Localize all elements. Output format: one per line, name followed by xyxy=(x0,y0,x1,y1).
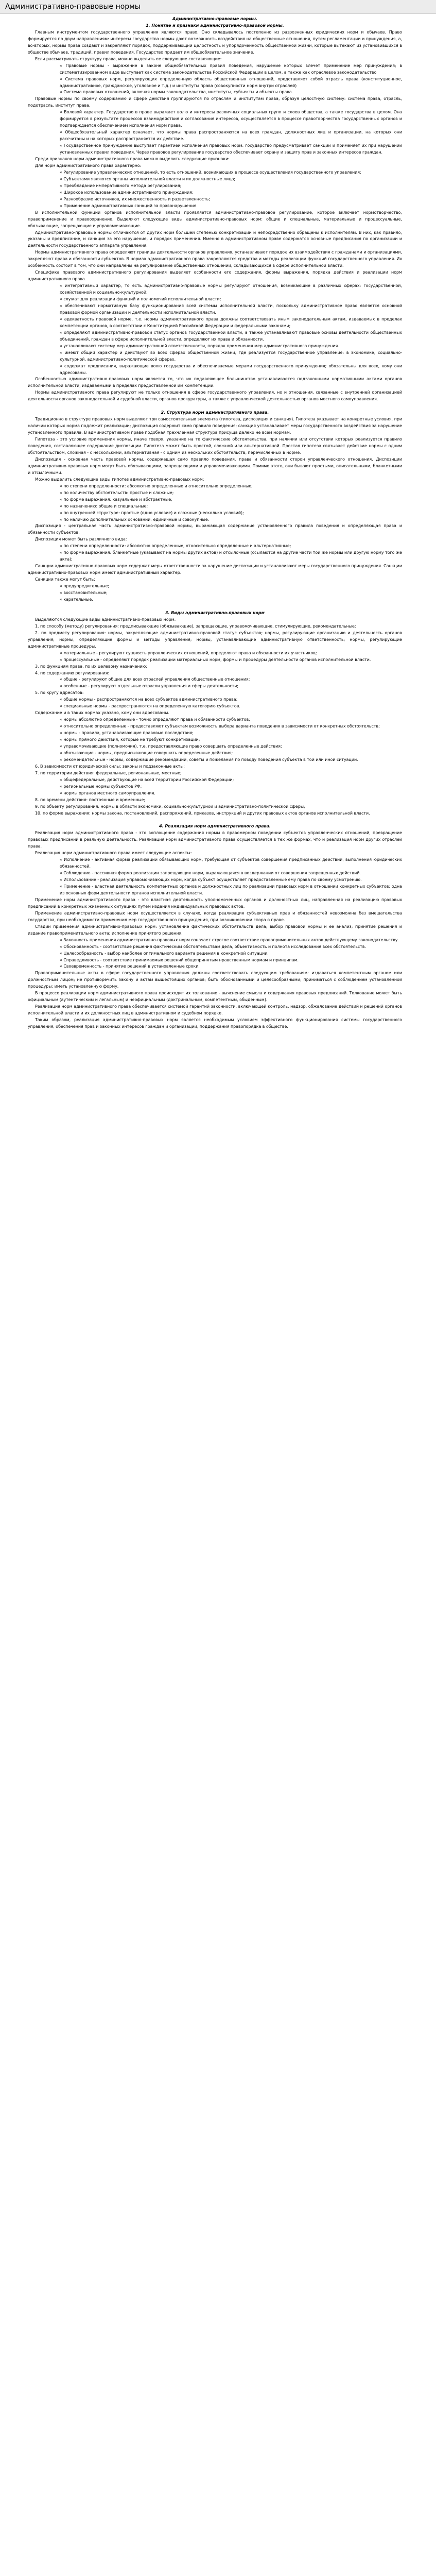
paragraph: « Субъектами являются органы исполнительной власти и их должностные лица; xyxy=(60,176,236,181)
paragraph: « Своевременность - принятие решений в установленные сроки. xyxy=(60,964,200,969)
paragraph: « Волевой характер. Государство в праве выражает волю и интересы различных социальных групп и слоев общества, а также государства в целом. Она формируется в результате процессов взаимодействия и согласования интересов, осуществляется в процессе правотворчества государственных органов и подтверждается обеспечением исполнения норм права. xyxy=(60,110,402,128)
section-heading: 2. Структура норм административного права. xyxy=(161,410,269,415)
section-gap xyxy=(28,603,402,610)
paragraph: 4. по содержанию регулирования: xyxy=(35,670,110,675)
paragraph: « нормы прямого действия, которые не требуют конкретизации; xyxy=(60,737,200,742)
paragraph: « карательные. xyxy=(60,597,93,602)
paragraph: « общие - регулируют общие для всех отраслей управления общественные отношения; xyxy=(60,677,250,682)
paragraph: В процессе реализации норм административного права происходит их толкование - выяснение смысла и содержания правовых предписаний. Толкование может быть официальным (аутентическим и легальным) и неофициальным (доктринальным, компетентным, обыденным). xyxy=(28,991,402,1003)
section-heading: 3. Виды административно-правовых норм xyxy=(165,610,265,615)
paragraph: Содержание и в таких нормах указано, кому они адресованы. xyxy=(35,710,169,716)
paragraph: 9. по объекту регулирования: нормы в области экономики, социально-культурной и административно-политической сферы; xyxy=(35,804,305,809)
paragraph: « восстановительные; xyxy=(60,590,108,596)
paragraph: « рекомендательные - нормы, содержащие рекомендации, советы и пожелания по поводу поведения субъекта в той или иной ситуации. xyxy=(60,757,358,762)
paragraph: Административно-правовые нормы отличаются от других норм большей степенью конкретизации и непосредственно обращены к исполнителям. В них, как правило, указаны и предписание, и санкция за его нарушение, и порядок применения. Именно в административном праве содержатся основные предписания по организации и деятельности государственного аппарата управления. xyxy=(28,230,402,248)
paragraph: « Государственное принуждение выступает гарантией исполнения правовых норм: государство предусматривает санкции и применяет их при нарушении установленных правил поведения. Через правовое регулирование государство обеспечивает охрану и защиту прав и законных интересов граждан. xyxy=(60,143,402,155)
paragraph: « Исполнение - активная форма реализации обязывающих норм, требующая от субъектов совершения предписанных действий, выполнения юридических обязанностей. xyxy=(60,857,402,869)
paragraph: Специфика правового административного регулирования выделяет особенности его содержания, формы выражения, порядка действия и реализации норм административного права. xyxy=(28,270,402,282)
paragraph: Правоприменительные акты в сфере государственного управления должны соответствовать следующим требованиям: издаваться компетентным органом или должностным лицом; не противоречить закону и актам вышестоящих органов; быть обоснованными и целесообразными; приниматься с соблюдением установленной процедуры; иметь установленную форму. xyxy=(28,971,402,989)
paragraph: « Система правовых отношений, включая нормы законодательства, институты, субъекты и объекты права. xyxy=(60,90,293,95)
paragraph: 2. по предмету регулирования: нормы, закрепляющие административно-правовой статус субъектов; нормы, регулирующие организацию и деятельность органов управления; нормы, определяющие формы и методы управления; нормы, устанавливающие административную ответственность; нормы, регулирующие административные процедуры. xyxy=(28,630,402,649)
paragraph: « имеют общий характер и действуют во всех сферах общественной жизни, где реализуется государственное управление: в экономике, социально-культурной, административно-политической сферах. xyxy=(60,350,402,362)
paragraph: Диспозиция может быть различного вида: xyxy=(35,537,127,542)
paragraph: « по форме выражения: бланкетные (указывают на нормы других актов) и отсылочные (ссылаются на другие части той же нормы или другую норму того же акта); xyxy=(60,550,402,562)
paragraph: Правовые нормы по своему содержанию и сфере действия группируются по отраслям и институтам права, образуя целостную систему: система права, отрасль, подотрасль, институт права. xyxy=(28,96,402,108)
paragraph: « Система правовых норм, регулирующих определенную область общественных отношений, представляет собой отрасль права (конституционное, административное, гражданское, уголовное и т.д.) и институты права (совокупности норм внутри отраслей) xyxy=(60,76,402,88)
section-gap xyxy=(28,817,402,823)
paragraph: « общефедеральные, действующие на всей территории Российской Федерации; xyxy=(60,777,234,782)
paragraph: « Целесообразность - выбор наиболее оптимального варианта решения в конкретной ситуации. xyxy=(60,951,269,956)
paragraph: Среди признаков норм административного права можно выделить следующие признаки: xyxy=(35,157,230,162)
paragraph: « Соблюдение - пассивная форма реализации запрещающих норм, выражающаяся в воздержании от совершения запрещенных действий. xyxy=(60,871,361,876)
paragraph: « по форме выражения: казуальные и абстрактные; xyxy=(60,497,172,502)
paragraph: « Разнообразие источников, их множественность и разветвленность; xyxy=(60,196,211,201)
paragraph: « Применение административных санкций за правонарушения. xyxy=(60,203,198,208)
document-heading: Административно-правовые нормы. xyxy=(172,16,258,21)
paragraph: « Широкое использование административного принуждения; xyxy=(60,190,194,195)
paragraph: « содержат предписания, выражающие волю государства и обеспечиваемые мерами государственного принуждения; обязательны для всех, кому они адресованы. xyxy=(60,363,402,375)
paragraph: Реализация норм административного права обеспечивается системой гарантий законности, включающей контроль, надзор, обжалование действий и решений органов исполнительной власти и их должностных лиц в административном и судебном порядке. xyxy=(28,1004,402,1016)
paragraph: « служат для реализации функций и полномочий исполнительной власти; xyxy=(60,297,221,302)
paragraph: « Применение - властная деятельность компетентных органов и должностных лиц по реализации правовых норм в отношении конкретных субъектов; одна из основных форм деятельности органов исполнительной власти. xyxy=(60,884,402,895)
paragraph: « определяют административно-правовой статус органов государственной власти, а также устанавливают правовые основы деятельности общественных объединений, граждан в сфере исполнительной власти, определяют их права и обязанности. xyxy=(60,330,402,342)
page-title: Административно-правовые нормы xyxy=(0,0,436,14)
paragraph: Санкции также могут быть: xyxy=(35,577,95,582)
paragraph: « по наличию дополнительных оснований: единичные и совокупные. xyxy=(60,517,210,522)
paragraph: 3. по функциям права, по их целевому назначению; xyxy=(35,664,147,669)
paragraph: 10. по форме выражения: нормы закона, постановлений, распоряжений, приказов, инструкций и других правовых актов органов исполнительной власти. xyxy=(35,810,370,816)
paragraph: Можно выделить следующие виды гипотез административно-правовых норм: xyxy=(35,477,204,482)
paragraph: « общие нормы - распространяются на всех субъектов административного права; xyxy=(60,697,238,702)
paragraph: Реализация норм административного права - это воплощение содержания нормы в правомерном поведении субъектов управленческих отношений, превращение правовых предписаний в реальную деятельность. Реализация норм административного права осуществляется в тех же формах, что и реализация норм других отраслей права. xyxy=(28,831,402,849)
paragraph: Стадии применения административно-правовых норм: установление фактических обстоятельств дела; выбор правовой нормы и ее анализ; принятие решения и издание правоприменительного акта; исполнение принятого решения. xyxy=(28,924,402,936)
paragraph: « материальные - регулируют сущность управленческих отношений, определяют права и обязанности их участников; xyxy=(60,650,317,655)
paragraph: « нормы - правила, устанавливающие правовые последствия; xyxy=(60,731,194,736)
paragraph: « нормы абсолютно определенные - точно определяют права и обязанности субъектов; xyxy=(60,717,250,722)
paragraph: Традиционно в структуре правовых норм выделяют три самостоятельных элемента (гипотеза, диспозиция и санкция). Гипотеза указывает на конкретные условия, при наличии которых норма подлежит реализации; диспозиция содержит само правило поведения; санкция устанавливает меры государственного воздействия за нарушение установленного правила. В административном праве подобная трехчленная структура присуща далеко не всем нормам. xyxy=(28,417,402,435)
section-heading: 4. Реализация норм административного права. xyxy=(159,824,271,829)
paragraph: « управомочивающие (полномочия), т.е. предоставляющие право совершать определенные действия; xyxy=(60,743,282,749)
paragraph: « Обоснованность - соответствие решения фактическим обстоятельствам дела, объективность и полнота исследования всех обстоятельств. xyxy=(60,944,367,949)
paragraph: « по степени определенности: абсолютно определенные, относительно определенные и альтернативные; xyxy=(60,544,291,549)
paragraph: « адекватность правовой норме, т.е. нормы административного права должны соответствовать иным законодательным актам, издаваемых в пределах компетенции органов, в соответствии с Конституцией Российской Федерации и федеральными законами; xyxy=(60,316,402,328)
paragraph: « Регулирование управленческих отношений, то есть отношений, возникающих в процессе осуществления государственного управления; xyxy=(60,170,361,175)
paragraph: « по внутренней структуре: простые (одно условие) и сложные (несколько условий); xyxy=(60,510,244,515)
paragraph: 5. по кругу адресатов: xyxy=(35,690,84,696)
paragraph: « обязывающие - нормы, предписывающие совершать определенные действия; xyxy=(60,750,233,755)
paragraph: Если рассматривать структуру права, можно выделить ее следующие составляющие: xyxy=(35,56,222,61)
paragraph: Санкции административно-правовых норм содержат меры ответственности за нарушение диспозиции и устанавливают меры государственного принуждения. Санкции административно-правовых норм имеют административный характер. xyxy=(28,564,402,575)
paragraph: « по назначению: общие и специальные; xyxy=(60,503,148,509)
paragraph: « обеспечивают нормативную базу функционирования всей системы исполнительной власти, поскольку административное право является основной правовой формой организации и деятельности исполнительной власти. xyxy=(60,303,402,315)
paragraph: « устанавливают систему мер административной ответственности, порядок применения мер административного принуждения. xyxy=(60,343,339,348)
document-body xyxy=(28,16,402,1030)
paragraph: « Общеобязательный характер означает, что нормы права распространяются на всех граждан, должностных лиц и организации, на которых они рассчитаны и на которых распространяется их действие. xyxy=(60,130,402,142)
paragraph: « интегративный характер, то есть административно-правовые нормы регулируют отношения, возникающие в различных сферах: государственной, хозяйственной и социально-культурной; xyxy=(60,283,402,295)
paragraph: 6. В зависимости от юридической силы: законы и подзаконные акты; xyxy=(35,764,185,769)
paragraph: Реализация норм административного права имеет следующие аспекты: xyxy=(35,851,192,856)
paragraph: 8. по времени действия: постоянные и временные; xyxy=(35,797,146,802)
paragraph: Нормы административного права определяют границы деятельности органов управления, устанавливают порядок их взаимодействия с гражданами и организациями, закрепляют права и обязанности субъектов. В нормах административного права закрепляются средства и методы реализации функций государственного управления. Их особенность состоит в том, что они направлены на регулирование общественных отношений, складывающихся в сфере исполнительной власти. xyxy=(28,250,402,268)
paragraph: « относительно определенные - предоставляют субъектам возможность выбора варианта поведения в зависимости от конкретных обстоятельств; xyxy=(60,724,380,729)
paragraph: « по степени определенности: абсолютно определенные и относительно определенные; xyxy=(60,483,253,488)
paragraph: « Использование - реализация управомочивающих норм, когда субъект осуществляет предоставленные ему права по своему усмотрению. xyxy=(60,877,362,883)
paragraph: Главным инструментом государственного управления являются право. Оно складывалось постепенно из разрозненных юридических норм и обычаев. Право формируется по двум направлениям: интересы государства нормы дают возможность воздействия на общественные отношения, путем регламентации и принуждения, а, во-вторых, нормы права создают и закрепляют порядок, поддерживающий целостность и упорядоченность общественной жизни, которые вытекают из установившихся в обществе обычаев, традиций, правил поведения. Государство придает им общеобязательное значение. xyxy=(28,29,402,55)
paragraph: « Справедливость - соответствие принимаемых решений общепринятым нравственным нормам и принципам. xyxy=(60,957,299,962)
paragraph: Диспозиция - основная часть правовой нормы, содержащая само правило поведения, права и обязанности сторон управленческого отношения. Диспозиции административно-правовых норм могут быть обязывающими, запрещающими и управомочивающими. Помимо этого, они бывают простыми, описательными, бланкетными и отсылочными. xyxy=(28,456,402,475)
paragraph: « особенные - регулируют отдельные отрасли управления и сферы деятельности; xyxy=(60,684,239,689)
paragraph: Особенностью административно-правовых норм является то, что их подавляющее большинство устанавливается подзаконными нормативными актами органов исполнительной власти, издаваемыми в пределах предоставленной им компетенции. xyxy=(28,377,402,388)
section-heading: 1. Понятие и признаки административно-правовой нормы. xyxy=(146,23,284,28)
paragraph: « нормы органов местного самоуправления. xyxy=(60,790,155,795)
paragraph: « предупредительные; xyxy=(60,584,110,589)
paragraph: Нормы административного права регулируют не только отношения в сфере государственного управления, но и отношения, связанные с внутренней организацией деятельности органов законодательной и судебной власти, органов прокуратуры, а также с управленческой деятельностью органов местного самоуправления. xyxy=(28,390,402,402)
paragraph: « Преобладание императивного метода регулирования; xyxy=(60,183,182,188)
paragraph: В исполнительной функции органов исполнительной власти проявляется административно-правовое регулирование, которое включает нормотворчество, правоприменение и правоохранение. Выделяют следующие виды административно-правовых норм: общие и специальные, материальные и процессуальные, обязывающие, запрещающие и управомочивающие. xyxy=(28,210,402,228)
paragraph: Диспозиция - центральная часть административно-правовой нормы, выражающая содержание установленного правила поведения и определяющая права и обязанности субъектов. xyxy=(28,523,402,535)
paragraph: « специальные нормы - распространяются на определенную категорию субъектов. xyxy=(60,704,240,709)
paragraph: Таким образом, реализация административно-правовых норм является необходимым условием эффективного функционирования системы государственного управления, обеспечения прав и законных интересов граждан и организаций, поддержания правопорядка в обществе. xyxy=(28,1018,402,1029)
paragraph: « по количеству обстоятельств: простые и сложные; xyxy=(60,490,174,495)
paragraph: « Законность применения административно-правовых норм означает строгое соответствие правоприменительных актов действующему законодательству. xyxy=(60,937,399,942)
paragraph: Гипотеза - это условие применения нормы, иначе говоря, указание на те фактические обстоятельства, при наличии или отсутствии которых реализуется правило поведения, составляющее содержание диспозиции. Гипотеза может быть простой, сложной или альтернативной. Простая гипотеза связывает действие нормы с одним обстоятельством, сложная - с несколькими, альтернативная - с одним из нескольких обстоятельств, перечисленных в норме. xyxy=(28,437,402,455)
section-gap xyxy=(28,403,402,410)
paragraph: 7. по территории действия: федеральные, региональные, местные; xyxy=(35,770,182,775)
paragraph: « региональные нормы субъектов РФ; xyxy=(60,784,142,789)
paragraph: « процессуальные - определяют порядок реализации материальных норм, формы и процедуры деятельности органов исполнительной власти. xyxy=(60,657,371,662)
paragraph: Применение норм административного права - это властная деятельность уполномоченных органов и должностных лиц, направленная на реализацию правовых предписаний в конкретных жизненных ситуациях путем издания индивидуальных правовых актов. xyxy=(28,897,402,909)
paragraph: Выделяются следующие виды административно-правовых норм: xyxy=(35,617,176,622)
paragraph: 1. по способу (методу) регулирования: предписывающие (обязывающие), запрещающие, управомочивающие, стимулирующие, рекомендательные; xyxy=(35,623,356,629)
paragraph: Для норм административного права характерно: xyxy=(35,163,142,168)
paragraph: Применение административно-правовых норм осуществляется в случаях, когда реализация субъективных прав и обязанностей невозможна без вмешательства государства, при необходимости применения мер государственного принуждения, при возникновении спора о праве. xyxy=(28,910,402,922)
paragraph: « Правовые нормы - выражение в законе общеобязательных правил поведения, нарушение которых влечет применение мер принуждения; в систематизированном виде выступает как система законодательства Российской Федерации в целом, а также как отраслевое законодательство xyxy=(60,63,402,75)
